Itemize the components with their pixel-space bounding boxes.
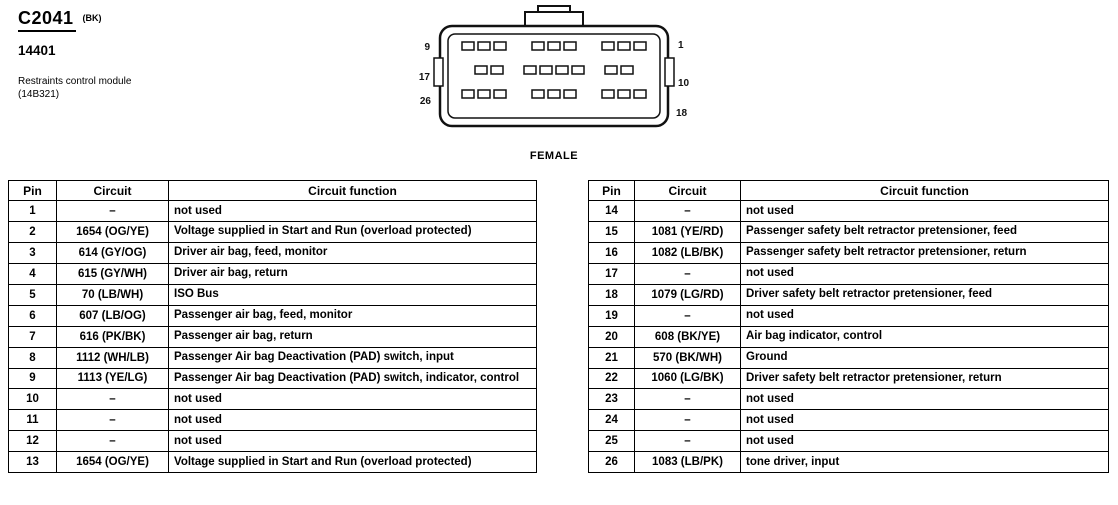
pin-cavity-row-1 — [462, 42, 646, 50]
connector-color-code: (BK) — [82, 13, 102, 23]
function-column-header: Circuit function — [741, 181, 1109, 201]
connector-gender-label: FEMALE — [529, 150, 579, 162]
pin-pin-cell: 26 — [589, 452, 635, 473]
circuit-column-header: Circuit — [57, 181, 169, 201]
pin-function-cell: Passenger air bag, feed, monitor — [169, 305, 537, 326]
pin-cavity-row-3 — [462, 90, 646, 98]
pin-circuit-cell: 1083 (LB/PK) — [635, 452, 741, 473]
pin-row — [9, 305, 537, 326]
pin-circuit-cell: 1060 (LG/BK) — [635, 368, 741, 389]
connector-face-drawing — [404, 2, 704, 142]
pin-number-26: 26 — [419, 96, 431, 107]
pin-circuit-cell: 1654 (OG/YE) — [57, 221, 169, 242]
pin-pin-cell: 18 — [589, 284, 635, 305]
pin-circuit-cell: 1082 (LB/BK) — [635, 242, 741, 263]
pin-circuit-cell: – — [57, 431, 169, 452]
pin-circuit-cell: – — [635, 431, 741, 452]
pin-function-cell: Passenger safety belt retractor pretensioner, return — [741, 242, 1109, 263]
function-column-header: Circuit function — [169, 181, 537, 201]
connector-diagram — [404, 2, 704, 162]
pin-pin-cell: 8 — [9, 347, 57, 368]
pin-row — [9, 347, 537, 368]
circuit-column-header: Circuit — [635, 181, 741, 201]
pin-circuit-cell: 607 (LB/OG) — [57, 305, 169, 326]
pin-row — [9, 389, 537, 410]
pin-function-cell: not used — [169, 389, 537, 410]
connector-header — [18, 8, 136, 101]
pin-row — [9, 242, 537, 263]
pin-number-17: 17 — [418, 72, 430, 83]
pinout-table-left — [8, 180, 537, 473]
pin-function-cell: Air bag indicator, control — [741, 326, 1109, 347]
pin-function-cell: not used — [741, 410, 1109, 431]
pin-circuit-cell: 1081 (YE/RD) — [635, 221, 741, 242]
pin-row — [9, 431, 537, 452]
pin-circuit-cell: 70 (LB/WH) — [57, 284, 169, 305]
table-header-row — [9, 181, 537, 201]
table-header-row — [589, 181, 1109, 201]
pin-row — [589, 242, 1109, 263]
pin-circuit-cell: – — [635, 201, 741, 222]
pin-pin-cell: 19 — [589, 305, 635, 326]
pin-circuit-cell: 616 (PK/BK) — [57, 326, 169, 347]
pin-pin-cell: 2 — [9, 221, 57, 242]
component-description: Restraints control module (14B321) — [18, 76, 132, 100]
pin-function-cell: Driver air bag, return — [169, 263, 537, 284]
pin-pin-cell: 12 — [9, 431, 57, 452]
pin-pin-cell: 11 — [9, 410, 57, 431]
pin-function-cell: Passenger safety belt retractor pretensioner, feed — [741, 221, 1109, 242]
pin-pin-cell: 13 — [9, 452, 57, 473]
pin-row — [589, 305, 1109, 326]
pin-pin-cell: 25 — [589, 431, 635, 452]
pin-circuit-cell: – — [57, 201, 169, 222]
pin-pin-cell: 20 — [589, 326, 635, 347]
pin-function-cell: Ground — [741, 347, 1109, 368]
pin-pin-cell: 21 — [589, 347, 635, 368]
pin-column-header: Pin — [589, 181, 635, 201]
pin-pin-cell: 3 — [9, 242, 57, 263]
pin-function-cell: Driver safety belt retractor pretensioner, return — [741, 368, 1109, 389]
pin-pin-cell: 9 — [9, 368, 57, 389]
pin-pin-cell: 14 — [589, 201, 635, 222]
pin-circuit-cell: 1654 (OG/YE) — [57, 452, 169, 473]
pin-pin-cell: 10 — [9, 389, 57, 410]
pin-row — [9, 410, 537, 431]
pin-row — [589, 410, 1109, 431]
pin-circuit-cell: – — [57, 389, 169, 410]
pin-row — [9, 221, 537, 242]
pin-circuit-cell: – — [635, 305, 741, 326]
pin-row — [9, 284, 537, 305]
pin-circuit-cell: 608 (BK/YE) — [635, 326, 741, 347]
pin-function-cell: Passenger Air bag Deactivation (PAD) switch, indicator, control — [169, 368, 537, 389]
pin-row — [589, 347, 1109, 368]
pin-circuit-cell: – — [635, 263, 741, 284]
pin-row — [9, 326, 537, 347]
pin-circuit-cell: 1113 (YE/LG) — [57, 368, 169, 389]
pin-function-cell: not used — [741, 263, 1109, 284]
pin-circuit-cell: – — [635, 389, 741, 410]
pin-row — [9, 263, 537, 284]
pin-row — [9, 201, 537, 222]
pin-function-cell: not used — [169, 431, 537, 452]
pin-function-cell: not used — [741, 201, 1109, 222]
pin-pin-cell: 24 — [589, 410, 635, 431]
pin-circuit-cell: – — [57, 410, 169, 431]
pinout-table-right — [588, 180, 1109, 473]
pin-circuit-cell: 1079 (LG/RD) — [635, 284, 741, 305]
pin-function-cell: ISO Bus — [169, 284, 537, 305]
pin-function-cell: not used — [741, 305, 1109, 326]
pin-circuit-cell: 1112 (WH/LB) — [57, 347, 169, 368]
pin-number-18: 18 — [676, 108, 688, 119]
pin-pin-cell: 1 — [9, 201, 57, 222]
pin-row — [589, 201, 1109, 222]
pin-circuit-cell: 570 (BK/WH) — [635, 347, 741, 368]
pin-row — [589, 368, 1109, 389]
connector-part-number: 14401 — [18, 43, 56, 58]
pin-function-cell: Passenger air bag, return — [169, 326, 537, 347]
pin-row — [589, 284, 1109, 305]
pin-pin-cell: 4 — [9, 263, 57, 284]
pin-row — [589, 263, 1109, 284]
pin-row — [589, 326, 1109, 347]
pin-row — [589, 221, 1109, 242]
pin-number-10: 10 — [678, 78, 690, 89]
pin-function-cell: tone driver, input — [741, 452, 1109, 473]
pin-pin-cell: 5 — [9, 284, 57, 305]
pin-function-cell: Driver air bag, feed, monitor — [169, 242, 537, 263]
pin-pin-cell: 22 — [589, 368, 635, 389]
pin-function-cell: Driver safety belt retractor pretensioner, feed — [741, 284, 1109, 305]
connector-id-line — [18, 8, 136, 32]
pin-circuit-cell: 614 (GY/OG) — [57, 242, 169, 263]
pin-row — [589, 452, 1109, 473]
pin-function-cell: not used — [169, 201, 537, 222]
pin-pin-cell: 15 — [589, 221, 635, 242]
pin-circuit-cell: 615 (GY/WH) — [57, 263, 169, 284]
pin-function-cell: Voltage supplied in Start and Run (overload protected) — [169, 452, 537, 473]
connector-id: C2041 — [18, 8, 76, 32]
pin-function-cell: not used — [169, 410, 537, 431]
pin-pin-cell: 16 — [589, 242, 635, 263]
pin-number-1: 1 — [678, 40, 684, 51]
pin-row — [9, 368, 537, 389]
pin-pin-cell: 6 — [9, 305, 57, 326]
pin-circuit-cell: – — [635, 410, 741, 431]
pin-pin-cell: 7 — [9, 326, 57, 347]
left-side-notch — [434, 58, 443, 86]
pin-pin-cell: 17 — [589, 263, 635, 284]
pin-function-cell: Passenger Air bag Deactivation (PAD) switch, input — [169, 347, 537, 368]
pin-number-9: 9 — [424, 42, 430, 53]
pin-pin-cell: 23 — [589, 389, 635, 410]
pin-function-cell: not used — [741, 389, 1109, 410]
pin-column-header: Pin — [9, 181, 57, 201]
pin-row — [589, 389, 1109, 410]
pin-row — [9, 452, 537, 473]
pin-row — [589, 431, 1109, 452]
right-side-notch — [665, 58, 674, 86]
pin-function-cell: Voltage supplied in Start and Run (overload protected) — [169, 221, 537, 242]
connector-body-outline — [440, 26, 668, 126]
pin-function-cell: not used — [741, 431, 1109, 452]
